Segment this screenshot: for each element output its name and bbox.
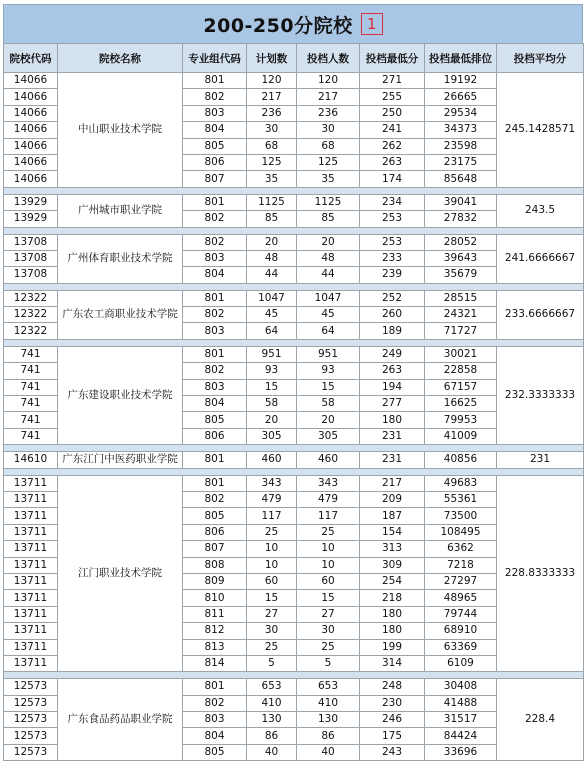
min-score-cell: 249 xyxy=(360,346,425,362)
avg-score-cell: 245.1428571 xyxy=(497,73,584,188)
avg-score-cell: 241.6666667 xyxy=(497,234,584,283)
table-body xyxy=(4,73,584,761)
group-code-cell: 806 xyxy=(183,428,247,444)
group-separator xyxy=(4,283,584,290)
min-rank-cell: 67157 xyxy=(425,379,497,395)
school-name-cell: 江门职业技术学院 xyxy=(58,475,183,672)
min-score-cell: 234 xyxy=(360,194,425,210)
min-rank-cell: 79953 xyxy=(425,412,497,428)
admitted-count-cell: 30 xyxy=(297,623,360,639)
school-code-cell: 13711 xyxy=(4,491,58,507)
header-min-rank: 投档最低排位 xyxy=(425,44,497,73)
min-score-cell: 187 xyxy=(360,508,425,524)
min-score-cell: 217 xyxy=(360,475,425,491)
admitted-count-cell: 1047 xyxy=(297,290,360,306)
min-score-cell: 309 xyxy=(360,557,425,573)
group-separator xyxy=(4,468,584,475)
table-row xyxy=(4,234,584,250)
min-score-cell: 252 xyxy=(360,290,425,306)
plan-count-cell: 236 xyxy=(247,105,297,121)
admitted-count-cell: 343 xyxy=(297,475,360,491)
min-rank-cell: 23598 xyxy=(425,138,497,154)
admitted-count-cell: 410 xyxy=(297,695,360,711)
min-rank-cell: 22858 xyxy=(425,363,497,379)
school-code-cell: 14066 xyxy=(4,105,58,121)
admitted-count-cell: 44 xyxy=(297,267,360,283)
avg-score-cell: 228.8333333 xyxy=(497,475,584,672)
school-code-cell: 14066 xyxy=(4,138,58,154)
min-rank-cell: 40856 xyxy=(425,452,497,468)
group-code-cell: 803 xyxy=(183,250,247,266)
group-code-cell: 803 xyxy=(183,379,247,395)
plan-count-cell: 60 xyxy=(247,573,297,589)
min-score-cell: 231 xyxy=(360,452,425,468)
plan-count-cell: 5 xyxy=(247,655,297,671)
school-code-cell: 13929 xyxy=(4,194,58,210)
admission-table xyxy=(3,43,584,761)
avg-score-cell: 233.6666667 xyxy=(497,290,584,339)
group-code-cell: 803 xyxy=(183,323,247,339)
school-name-cell: 广东农工商职业技术学院 xyxy=(58,290,183,339)
plan-count-cell: 410 xyxy=(247,695,297,711)
min-rank-cell: 73500 xyxy=(425,508,497,524)
min-rank-cell: 31517 xyxy=(425,712,497,728)
admitted-count-cell: 40 xyxy=(297,744,360,760)
school-code-cell: 741 xyxy=(4,346,58,362)
plan-count-cell: 44 xyxy=(247,267,297,283)
school-code-cell: 13711 xyxy=(4,541,58,557)
table-header-row xyxy=(4,44,584,73)
admitted-count-cell: 5 xyxy=(297,655,360,671)
school-code-cell: 13711 xyxy=(4,623,58,639)
min-score-cell: 174 xyxy=(360,171,425,187)
school-code-cell: 13711 xyxy=(4,475,58,491)
group-code-cell: 810 xyxy=(183,590,247,606)
admitted-count-cell: 10 xyxy=(297,557,360,573)
school-code-cell: 13711 xyxy=(4,606,58,622)
min-rank-cell: 16625 xyxy=(425,396,497,412)
group-code-cell: 801 xyxy=(183,290,247,306)
school-code-cell: 13711 xyxy=(4,639,58,655)
min-rank-cell: 6109 xyxy=(425,655,497,671)
admitted-count-cell: 117 xyxy=(297,508,360,524)
min-rank-cell: 33696 xyxy=(425,744,497,760)
group-code-cell: 801 xyxy=(183,73,247,89)
header-group-code: 专业组代码 xyxy=(183,44,247,73)
separator-cell xyxy=(4,339,584,346)
school-code-cell: 12573 xyxy=(4,712,58,728)
min-rank-cell: 108495 xyxy=(425,524,497,540)
plan-count-cell: 40 xyxy=(247,744,297,760)
min-rank-cell: 68910 xyxy=(425,623,497,639)
plan-count-cell: 460 xyxy=(247,452,297,468)
min-score-cell: 231 xyxy=(360,428,425,444)
min-rank-cell: 84424 xyxy=(425,728,497,744)
school-code-cell: 14066 xyxy=(4,122,58,138)
separator-cell xyxy=(4,227,584,234)
min-score-cell: 239 xyxy=(360,267,425,283)
plan-count-cell: 20 xyxy=(247,412,297,428)
min-score-cell: 260 xyxy=(360,307,425,323)
group-separator xyxy=(4,339,584,346)
plan-count-cell: 27 xyxy=(247,606,297,622)
admitted-count-cell: 25 xyxy=(297,524,360,540)
school-code-cell: 741 xyxy=(4,396,58,412)
group-code-cell: 804 xyxy=(183,122,247,138)
admitted-count-cell: 93 xyxy=(297,363,360,379)
admitted-count-cell: 68 xyxy=(297,138,360,154)
group-code-cell: 807 xyxy=(183,171,247,187)
min-score-cell: 243 xyxy=(360,744,425,760)
school-code-cell: 12573 xyxy=(4,679,58,695)
min-score-cell: 263 xyxy=(360,363,425,379)
avg-score-cell: 232.3333333 xyxy=(497,346,584,444)
school-code-cell: 13711 xyxy=(4,508,58,524)
min-rank-cell: 49683 xyxy=(425,475,497,491)
table-row xyxy=(4,194,584,210)
min-rank-cell: 85648 xyxy=(425,171,497,187)
separator-cell xyxy=(4,445,584,452)
header-school-name: 院校名称 xyxy=(58,44,183,73)
min-score-cell: 241 xyxy=(360,122,425,138)
separator-cell xyxy=(4,468,584,475)
min-score-cell: 230 xyxy=(360,695,425,711)
min-rank-cell: 35679 xyxy=(425,267,497,283)
school-code-cell: 14066 xyxy=(4,73,58,89)
plan-count-cell: 217 xyxy=(247,89,297,105)
plan-count-cell: 125 xyxy=(247,154,297,170)
group-code-cell: 803 xyxy=(183,712,247,728)
min-score-cell: 253 xyxy=(360,234,425,250)
group-code-cell: 802 xyxy=(183,234,247,250)
table-row xyxy=(4,346,584,362)
min-score-cell: 248 xyxy=(360,679,425,695)
school-code-cell: 13711 xyxy=(4,590,58,606)
min-score-cell: 250 xyxy=(360,105,425,121)
plan-count-cell: 951 xyxy=(247,346,297,362)
group-code-cell: 804 xyxy=(183,396,247,412)
school-code-cell: 12573 xyxy=(4,744,58,760)
min-rank-cell: 48965 xyxy=(425,590,497,606)
group-code-cell: 801 xyxy=(183,452,247,468)
min-rank-cell: 28515 xyxy=(425,290,497,306)
min-score-cell: 246 xyxy=(360,712,425,728)
group-separator xyxy=(4,187,584,194)
plan-count-cell: 120 xyxy=(247,73,297,89)
page-title: 200-250分院校 xyxy=(203,14,353,37)
min-rank-cell: 41009 xyxy=(425,428,497,444)
admitted-count-cell: 1125 xyxy=(297,194,360,210)
group-code-cell: 801 xyxy=(183,475,247,491)
min-score-cell: 255 xyxy=(360,89,425,105)
plan-count-cell: 130 xyxy=(247,712,297,728)
avg-score-cell: 231 xyxy=(497,452,584,468)
group-code-cell: 802 xyxy=(183,307,247,323)
group-code-cell: 802 xyxy=(183,211,247,227)
plan-count-cell: 15 xyxy=(247,590,297,606)
admitted-count-cell: 86 xyxy=(297,728,360,744)
group-code-cell: 805 xyxy=(183,744,247,760)
plan-count-cell: 35 xyxy=(247,171,297,187)
plan-count-cell: 86 xyxy=(247,728,297,744)
min-rank-cell: 28052 xyxy=(425,234,497,250)
plan-count-cell: 64 xyxy=(247,323,297,339)
admitted-count-cell: 305 xyxy=(297,428,360,444)
plan-count-cell: 15 xyxy=(247,379,297,395)
school-name-cell: 广东江门中医药职业学院 xyxy=(58,452,183,468)
school-name-cell: 中山职业技术学院 xyxy=(58,73,183,188)
min-rank-cell: 30021 xyxy=(425,346,497,362)
min-score-cell: 262 xyxy=(360,138,425,154)
plan-count-cell: 1047 xyxy=(247,290,297,306)
min-rank-cell: 24321 xyxy=(425,307,497,323)
avg-score-cell: 243.5 xyxy=(497,194,584,227)
admitted-count-cell: 15 xyxy=(297,379,360,395)
group-code-cell: 808 xyxy=(183,557,247,573)
group-code-cell: 809 xyxy=(183,573,247,589)
plan-count-cell: 58 xyxy=(247,396,297,412)
header-avg-score: 投档平均分 xyxy=(497,44,584,73)
group-code-cell: 807 xyxy=(183,541,247,557)
admitted-count-cell: 20 xyxy=(297,234,360,250)
min-rank-cell: 26665 xyxy=(425,89,497,105)
group-code-cell: 813 xyxy=(183,639,247,655)
school-code-cell: 13711 xyxy=(4,557,58,573)
admitted-count-cell: 10 xyxy=(297,541,360,557)
separator-cell xyxy=(4,672,584,679)
group-separator xyxy=(4,672,584,679)
group-code-cell: 805 xyxy=(183,412,247,428)
min-rank-cell: 39643 xyxy=(425,250,497,266)
min-rank-cell: 19192 xyxy=(425,73,497,89)
min-score-cell: 254 xyxy=(360,573,425,589)
school-name-cell: 广东建设职业技术学院 xyxy=(58,346,183,444)
plan-count-cell: 85 xyxy=(247,211,297,227)
min-rank-cell: 6362 xyxy=(425,541,497,557)
plan-count-cell: 20 xyxy=(247,234,297,250)
group-code-cell: 802 xyxy=(183,89,247,105)
plan-count-cell: 30 xyxy=(247,623,297,639)
admitted-count-cell: 236 xyxy=(297,105,360,121)
admitted-count-cell: 60 xyxy=(297,573,360,589)
plan-count-cell: 45 xyxy=(247,307,297,323)
school-code-cell: 13708 xyxy=(4,250,58,266)
school-code-cell: 741 xyxy=(4,363,58,379)
min-score-cell: 154 xyxy=(360,524,425,540)
school-code-cell: 12573 xyxy=(4,728,58,744)
admitted-count-cell: 217 xyxy=(297,89,360,105)
min-rank-cell: 27832 xyxy=(425,211,497,227)
school-name-cell: 广州体育职业技术学院 xyxy=(58,234,183,283)
plan-count-cell: 25 xyxy=(247,524,297,540)
admitted-count-cell: 130 xyxy=(297,712,360,728)
plan-count-cell: 653 xyxy=(247,679,297,695)
min-score-cell: 263 xyxy=(360,154,425,170)
table-row xyxy=(4,679,584,695)
group-code-cell: 804 xyxy=(183,728,247,744)
school-code-cell: 13708 xyxy=(4,267,58,283)
table-row xyxy=(4,452,584,468)
group-code-cell: 802 xyxy=(183,695,247,711)
group-code-cell: 801 xyxy=(183,194,247,210)
group-code-cell: 806 xyxy=(183,154,247,170)
min-rank-cell: 27297 xyxy=(425,573,497,589)
page-number-badge: 1 xyxy=(361,13,383,35)
school-code-cell: 14610 xyxy=(4,452,58,468)
group-code-cell: 812 xyxy=(183,623,247,639)
admitted-count-cell: 35 xyxy=(297,171,360,187)
min-score-cell: 218 xyxy=(360,590,425,606)
title-bar xyxy=(3,4,583,43)
school-code-cell: 13929 xyxy=(4,211,58,227)
min-rank-cell: 79744 xyxy=(425,606,497,622)
school-code-cell: 12322 xyxy=(4,307,58,323)
group-separator xyxy=(4,227,584,234)
min-score-cell: 253 xyxy=(360,211,425,227)
school-code-cell: 13708 xyxy=(4,234,58,250)
min-score-cell: 175 xyxy=(360,728,425,744)
min-rank-cell: 63369 xyxy=(425,639,497,655)
admitted-count-cell: 45 xyxy=(297,307,360,323)
group-separator xyxy=(4,445,584,452)
group-code-cell: 814 xyxy=(183,655,247,671)
admitted-count-cell: 30 xyxy=(297,122,360,138)
school-code-cell: 12322 xyxy=(4,290,58,306)
min-rank-cell: 30408 xyxy=(425,679,497,695)
min-score-cell: 209 xyxy=(360,491,425,507)
group-code-cell: 811 xyxy=(183,606,247,622)
min-rank-cell: 23175 xyxy=(425,154,497,170)
school-code-cell: 14066 xyxy=(4,154,58,170)
min-score-cell: 271 xyxy=(360,73,425,89)
plan-count-cell: 479 xyxy=(247,491,297,507)
school-code-cell: 13711 xyxy=(4,573,58,589)
group-code-cell: 804 xyxy=(183,267,247,283)
header-plan-count: 计划数 xyxy=(247,44,297,73)
min-rank-cell: 41488 xyxy=(425,695,497,711)
admitted-count-cell: 27 xyxy=(297,606,360,622)
plan-count-cell: 30 xyxy=(247,122,297,138)
plan-count-cell: 10 xyxy=(247,557,297,573)
min-score-cell: 277 xyxy=(360,396,425,412)
plan-count-cell: 48 xyxy=(247,250,297,266)
table-row xyxy=(4,475,584,491)
school-name-cell: 广东食品药品职业学院 xyxy=(58,679,183,761)
min-score-cell: 180 xyxy=(360,606,425,622)
min-rank-cell: 71727 xyxy=(425,323,497,339)
group-code-cell: 805 xyxy=(183,508,247,524)
separator-cell xyxy=(4,283,584,290)
min-score-cell: 194 xyxy=(360,379,425,395)
plan-count-cell: 117 xyxy=(247,508,297,524)
group-code-cell: 802 xyxy=(183,363,247,379)
min-rank-cell: 29534 xyxy=(425,105,497,121)
plan-count-cell: 343 xyxy=(247,475,297,491)
min-score-cell: 189 xyxy=(360,323,425,339)
admitted-count-cell: 120 xyxy=(297,73,360,89)
group-code-cell: 806 xyxy=(183,524,247,540)
admitted-count-cell: 85 xyxy=(297,211,360,227)
admitted-count-cell: 48 xyxy=(297,250,360,266)
plan-count-cell: 68 xyxy=(247,138,297,154)
admitted-count-cell: 951 xyxy=(297,346,360,362)
admitted-count-cell: 25 xyxy=(297,639,360,655)
min-score-cell: 233 xyxy=(360,250,425,266)
admitted-count-cell: 479 xyxy=(297,491,360,507)
admitted-count-cell: 125 xyxy=(297,154,360,170)
min-score-cell: 314 xyxy=(360,655,425,671)
group-code-cell: 802 xyxy=(183,491,247,507)
min-score-cell: 199 xyxy=(360,639,425,655)
school-code-cell: 741 xyxy=(4,428,58,444)
min-rank-cell: 7218 xyxy=(425,557,497,573)
separator-cell xyxy=(4,187,584,194)
avg-score-cell: 228.4 xyxy=(497,679,584,761)
group-code-cell: 801 xyxy=(183,679,247,695)
min-rank-cell: 39041 xyxy=(425,194,497,210)
school-code-cell: 13711 xyxy=(4,655,58,671)
school-code-cell: 14066 xyxy=(4,89,58,105)
school-name-cell: 广州城市职业学院 xyxy=(58,194,183,227)
header-school-code: 院校代码 xyxy=(4,44,58,73)
group-code-cell: 803 xyxy=(183,105,247,121)
group-code-cell: 801 xyxy=(183,346,247,362)
plan-count-cell: 305 xyxy=(247,428,297,444)
admitted-count-cell: 20 xyxy=(297,412,360,428)
plan-count-cell: 93 xyxy=(247,363,297,379)
min-score-cell: 313 xyxy=(360,541,425,557)
group-code-cell: 805 xyxy=(183,138,247,154)
plan-count-cell: 25 xyxy=(247,639,297,655)
header-min-score: 投档最低分 xyxy=(360,44,425,73)
min-rank-cell: 55361 xyxy=(425,491,497,507)
header-admitted-count: 投档人数 xyxy=(297,44,360,73)
admitted-count-cell: 460 xyxy=(297,452,360,468)
admitted-count-cell: 15 xyxy=(297,590,360,606)
min-score-cell: 180 xyxy=(360,623,425,639)
admitted-count-cell: 64 xyxy=(297,323,360,339)
plan-count-cell: 1125 xyxy=(247,194,297,210)
school-code-cell: 12322 xyxy=(4,323,58,339)
school-code-cell: 12573 xyxy=(4,695,58,711)
admitted-count-cell: 653 xyxy=(297,679,360,695)
plan-count-cell: 10 xyxy=(247,541,297,557)
admitted-count-cell: 58 xyxy=(297,396,360,412)
school-code-cell: 741 xyxy=(4,412,58,428)
min-score-cell: 180 xyxy=(360,412,425,428)
table-row xyxy=(4,290,584,306)
school-code-cell: 741 xyxy=(4,379,58,395)
school-code-cell: 13711 xyxy=(4,524,58,540)
table-row xyxy=(4,73,584,89)
min-rank-cell: 34373 xyxy=(425,122,497,138)
school-code-cell: 14066 xyxy=(4,171,58,187)
